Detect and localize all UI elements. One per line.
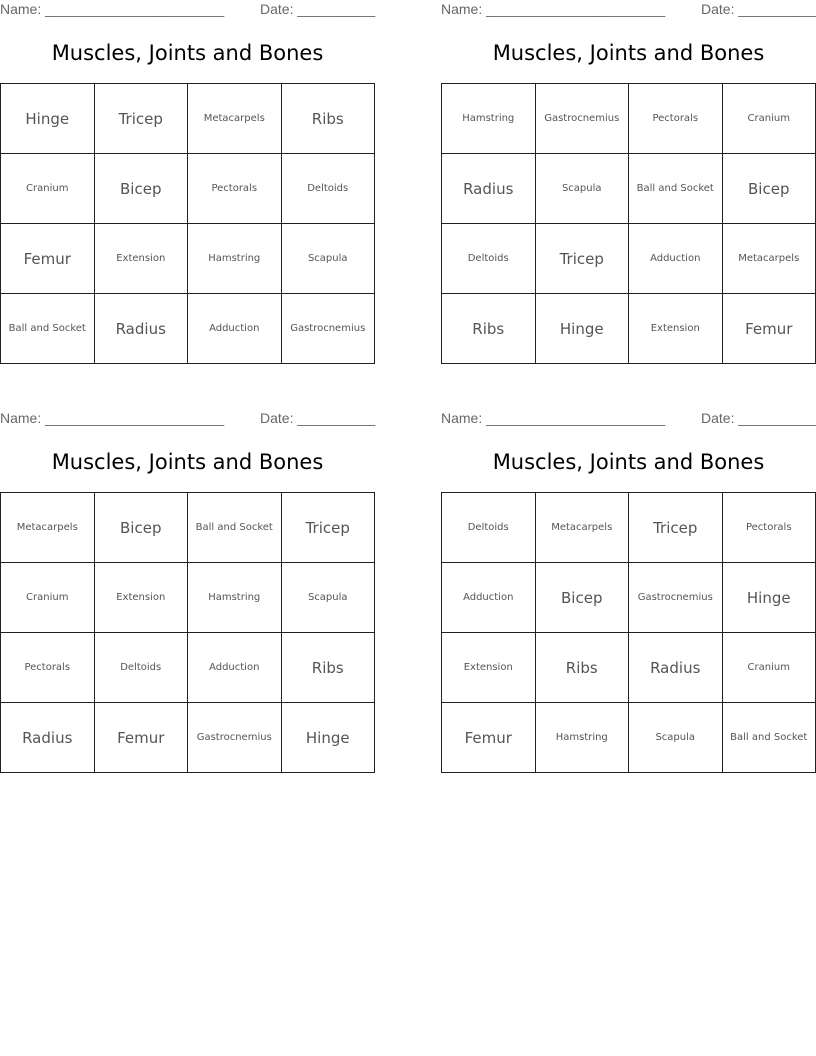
card-header bbox=[441, 1, 816, 19]
grid-cell: Adduction bbox=[442, 563, 536, 633]
grid-cell: Hamstring bbox=[188, 224, 282, 294]
grid-cell: Cranium bbox=[722, 84, 816, 154]
grid-cell: Ball and Socket bbox=[722, 703, 816, 773]
grid-row bbox=[1, 563, 375, 633]
grid-cell: Hinge bbox=[1, 84, 95, 154]
grid-cell: Cranium bbox=[1, 563, 95, 633]
grid-cell: Metacarpels bbox=[1, 493, 95, 563]
name-line: Name: _______________________ bbox=[0, 410, 225, 426]
grid-row bbox=[1, 493, 375, 563]
grid-cell: Ball and Socket bbox=[1, 294, 95, 364]
grid-cell: Scapula bbox=[281, 563, 375, 633]
grid-cell: Tricep bbox=[281, 493, 375, 563]
bingo-grid bbox=[441, 492, 816, 773]
card-title: Muscles, Joints and Bones bbox=[492, 450, 765, 474]
grid-cell: Ribs bbox=[281, 633, 375, 703]
grid-cell: Extension bbox=[442, 633, 536, 703]
grid-cell: Ribs bbox=[535, 633, 629, 703]
grid-cell: Ribs bbox=[281, 84, 375, 154]
bingo-card-3 bbox=[0, 409, 375, 779]
grid-cell: Radius bbox=[1, 703, 95, 773]
card-title: Muscles, Joints and Bones bbox=[51, 41, 324, 65]
grid-cell: Metacarpels bbox=[722, 224, 816, 294]
grid-cell: Ribs bbox=[442, 294, 536, 364]
grid-row bbox=[442, 703, 816, 773]
bingo-card-2 bbox=[441, 0, 816, 370]
grid-cell: Scapula bbox=[281, 224, 375, 294]
grid-cell: Hinge bbox=[535, 294, 629, 364]
grid-cell: Extension bbox=[94, 224, 188, 294]
grid-cell: Pectorals bbox=[1, 633, 95, 703]
grid-cell: Cranium bbox=[1, 154, 95, 224]
grid-cell: Ball and Socket bbox=[188, 493, 282, 563]
card-header bbox=[441, 410, 816, 428]
date-line: Date: __________ bbox=[260, 1, 376, 17]
grid-cell: Ball and Socket bbox=[629, 154, 723, 224]
date-line: Date: __________ bbox=[701, 1, 816, 17]
grid-cell: Gastrocnemius bbox=[281, 294, 375, 364]
grid-cell: Hinge bbox=[722, 563, 816, 633]
grid-cell: Hamstring bbox=[535, 703, 629, 773]
grid-cell: Cranium bbox=[722, 633, 816, 703]
date-line: Date: __________ bbox=[260, 410, 376, 426]
name-line: Name: _______________________ bbox=[0, 1, 225, 17]
grid-row bbox=[442, 563, 816, 633]
grid-cell: Metacarpels bbox=[535, 493, 629, 563]
grid-cell: Femur bbox=[1, 224, 95, 294]
grid-cell: Bicep bbox=[722, 154, 816, 224]
grid-cell: Deltoids bbox=[442, 493, 536, 563]
grid-row bbox=[442, 633, 816, 703]
grid-row bbox=[1, 154, 375, 224]
grid-cell: Femur bbox=[722, 294, 816, 364]
card-title: Muscles, Joints and Bones bbox=[492, 41, 765, 65]
grid-cell: Hinge bbox=[281, 703, 375, 773]
bingo-grid bbox=[0, 492, 375, 773]
grid-row bbox=[442, 493, 816, 563]
date-line: Date: __________ bbox=[701, 410, 816, 426]
grid-cell: Gastrocnemius bbox=[188, 703, 282, 773]
bingo-card-1 bbox=[0, 0, 375, 370]
grid-cell: Pectorals bbox=[188, 154, 282, 224]
grid-cell: Metacarpels bbox=[188, 84, 282, 154]
name-line: Name: _______________________ bbox=[441, 410, 666, 426]
grid-cell: Tricep bbox=[629, 493, 723, 563]
bingo-card-4 bbox=[441, 409, 816, 779]
grid-cell: Adduction bbox=[188, 294, 282, 364]
grid-cell: Femur bbox=[94, 703, 188, 773]
grid-cell: Bicep bbox=[535, 563, 629, 633]
grid-cell: Deltoids bbox=[442, 224, 536, 294]
grid-cell: Tricep bbox=[94, 84, 188, 154]
grid-cell: Extension bbox=[94, 563, 188, 633]
grid-row bbox=[1, 224, 375, 294]
grid-cell: Pectorals bbox=[722, 493, 816, 563]
grid-cell: Bicep bbox=[94, 154, 188, 224]
grid-cell: Bicep bbox=[94, 493, 188, 563]
grid-cell: Tricep bbox=[535, 224, 629, 294]
grid-row bbox=[442, 224, 816, 294]
grid-cell: Gastrocnemius bbox=[629, 563, 723, 633]
grid-cell: Hamstring bbox=[442, 84, 536, 154]
grid-row bbox=[442, 154, 816, 224]
grid-cell: Pectorals bbox=[629, 84, 723, 154]
grid-cell: Radius bbox=[629, 633, 723, 703]
grid-cell: Hamstring bbox=[188, 563, 282, 633]
grid-cell: Extension bbox=[629, 294, 723, 364]
grid-row bbox=[1, 703, 375, 773]
bingo-grid bbox=[441, 83, 816, 364]
card-header bbox=[0, 1, 375, 19]
grid-cell: Scapula bbox=[629, 703, 723, 773]
grid-cell: Deltoids bbox=[94, 633, 188, 703]
grid-cell: Deltoids bbox=[281, 154, 375, 224]
grid-cell: Radius bbox=[94, 294, 188, 364]
grid-row bbox=[442, 84, 816, 154]
name-line: Name: _______________________ bbox=[441, 1, 666, 17]
grid-cell: Femur bbox=[442, 703, 536, 773]
grid-row bbox=[1, 633, 375, 703]
card-title: Muscles, Joints and Bones bbox=[51, 450, 324, 474]
bingo-grid bbox=[0, 83, 375, 364]
grid-row bbox=[1, 84, 375, 154]
grid-cell: Gastrocnemius bbox=[535, 84, 629, 154]
grid-cell: Scapula bbox=[535, 154, 629, 224]
grid-cell: Radius bbox=[442, 154, 536, 224]
grid-cell: Adduction bbox=[629, 224, 723, 294]
grid-row bbox=[442, 294, 816, 364]
card-header bbox=[0, 410, 375, 428]
grid-row bbox=[1, 294, 375, 364]
grid-cell: Adduction bbox=[188, 633, 282, 703]
